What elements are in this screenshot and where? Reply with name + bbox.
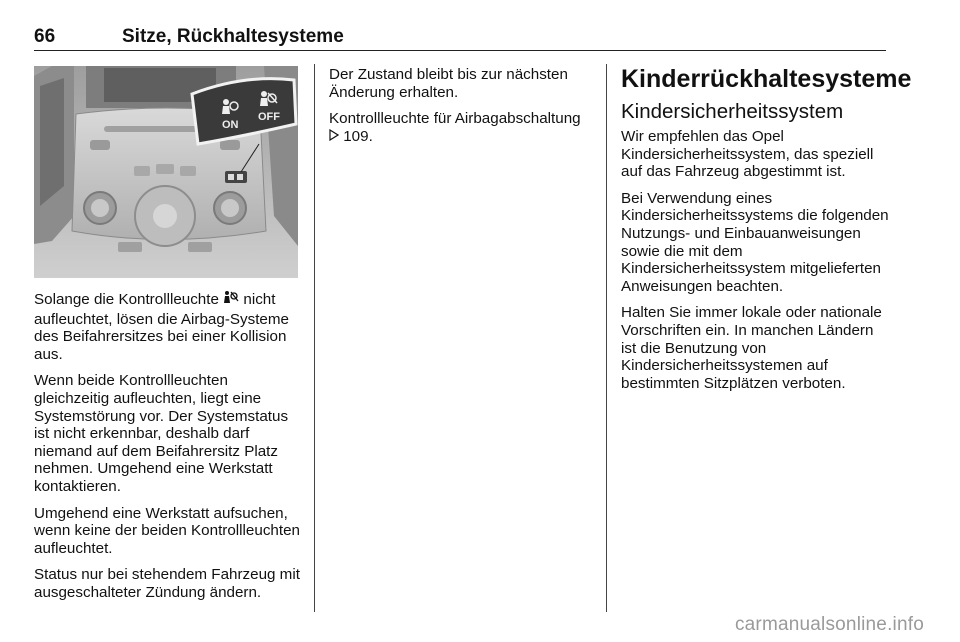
paragraph: Wir empfehlen das Opel Kindersicherheitssystem, das speziell auf das Fahrzeug abgestimmt ist. (621, 128, 874, 181)
page-reference-link[interactable]: 109. (343, 127, 373, 145)
paragraph-text: Kontrollleuchte für Airbagabschaltung (329, 110, 581, 128)
paragraph: Halten Sie immer lokale oder nationale Vorschriften ein. In manchen Ländern ist die Benutzung von Kindersicherheitssystemen auf bestimmten Sitzplätzen verboten. (621, 304, 882, 392)
paragraph (34, 290, 306, 363)
column-2-text (329, 66, 594, 154)
header-rule (34, 50, 886, 51)
column-3-text (621, 65, 912, 401)
page-number: 66 (34, 26, 56, 47)
paragraph: Wenn beide Kontrollleuchten gleichzeitig aufleuchten, liegt eine Systemstörung vor. Der Systemstatus ist nicht erkennbar, deshalb darf niemand auf dem Beifahrersitz Platz nehmen. Umgehend eine Werkstatt kontaktieren. (34, 372, 289, 495)
page-reference-arrow-icon (329, 128, 339, 146)
off-label: OFF (258, 111, 280, 123)
paragraph: Umgehend eine Werkstatt aufsuchen, wenn keine der beiden Kontrollleuchten aufleuchtet. (34, 504, 300, 557)
paragraph: Der Zustand bleibt bis zur nächsten Änderung erhalten. (329, 66, 568, 101)
paragraph (329, 110, 594, 145)
section-heading: Kinderrückhaltesysteme (621, 65, 912, 93)
column-divider (606, 64, 607, 612)
chapter-title: Sitze, Rückhaltesysteme (122, 26, 344, 47)
on-label: ON (222, 119, 239, 131)
dashboard-photo (34, 66, 298, 278)
paragraph-text: Solange die Kontrollleuchte (34, 291, 219, 308)
column-1-text (34, 290, 306, 611)
airbag-off-indicator-icon (223, 290, 239, 311)
watermark: carmanualsonline.info (734, 614, 924, 635)
paragraph-text: nicht aufleuchtet, lösen die Airbag-Systeme des Beifahrersitzes bei einer Kollision aus. (34, 291, 289, 363)
paragraph: Bei Verwendung eines Kindersicherheitssystems die folgenden Nutzungs- und Einbauanweisungen sowie die mit dem Kindersicherheitssystem mitgelieferten Anweisungen beachten. (621, 189, 889, 295)
column-divider (314, 64, 315, 612)
page-header (34, 26, 886, 50)
section-subheading: Kindersicherheitssystem (621, 100, 844, 123)
paragraph: Status nur bei stehendem Fahrzeug mit ausgeschalteter Zündung ändern. (34, 566, 300, 601)
